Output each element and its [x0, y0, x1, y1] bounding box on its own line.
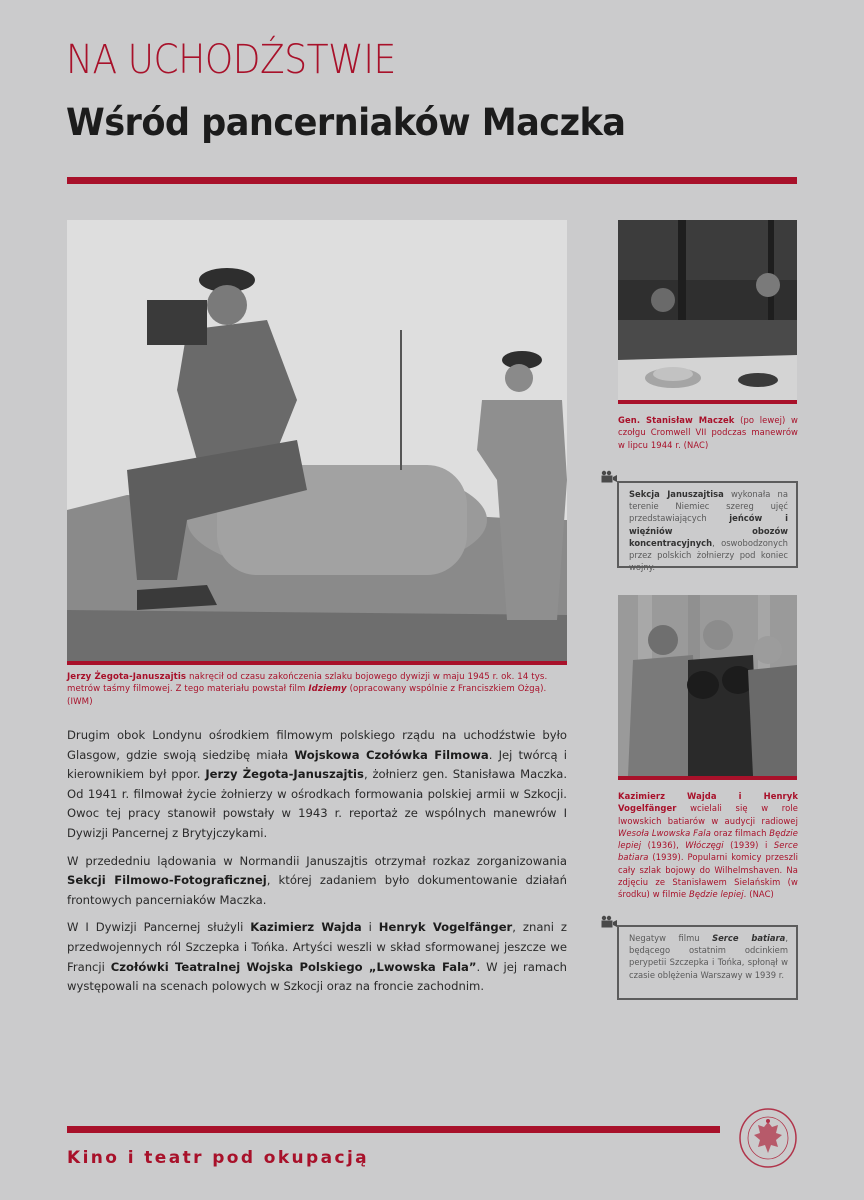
side-photo-actors [618, 595, 797, 776]
italic-title: Będzie lepiej [689, 889, 744, 900]
bold-text: Henryk Vogelfänger [378, 920, 513, 935]
italic-title: Wesoła Lwowska Fala [618, 827, 711, 838]
text: wcielali się w role lwowskich batiarów w audycji radiowej [618, 803, 798, 826]
bold-italic-title: Serce batiara [712, 933, 786, 943]
caption-text: nakręcił od czasu zakończenia szlaku bojowego dywizji w maju 1945 r. ok. 14 tys. metrów taśmy filmowej. Z tego materiału powstał film [67, 672, 548, 695]
italic-title: Włóczęgi [685, 840, 724, 851]
text: . Jej twórcą i kierownikiem był ppor. [67, 747, 567, 782]
caption-text: (po lewej) w czołgu Cromwell VII podczas manewrów w lipcu 1944 r. (NAC) [618, 415, 798, 450]
bold-text: Czołówki Teatralnej Wojska Polskiego „Lwowska Fala” [110, 959, 477, 974]
text: (1939). Popularni komicy przeszli cały szlak bojowy do Wilhelmshaven. Na zdjęciu ze Stanisławem Sielańskim (w środku) w filmie [618, 852, 798, 900]
side-photo-2-caption [618, 790, 798, 901]
italic-title: Serce batiara [618, 840, 798, 863]
text: , oswobodzonych przez polskich żołnierzy pod koniec wojny. [629, 537, 788, 573]
caption-person: Kazimierz Wajda i Henryk Vogelfänger [618, 791, 798, 814]
bold-text: Sekcji Filmowo-Fotograficznej [67, 873, 267, 888]
film-camera-icon [600, 914, 618, 928]
main-photo [67, 220, 567, 663]
text: W I Dywizji Pancernej służyli [67, 920, 251, 935]
text: . W jej ramach występowali na scenach polowych w Szkocji oraz na froncie zachodnim. [67, 959, 568, 994]
footer-divider [67, 1126, 720, 1133]
bold-text: Jerzy Żegota-Januszajtis [205, 767, 364, 782]
note-box-januszajtis [617, 481, 798, 573]
main-photo-illustration [67, 220, 567, 663]
text: (1936), [641, 840, 686, 851]
text: Drugim obok Londynu ośrodkiem filmowym polskiego rządu na uchodźstwie było Glasgow, gdzie swoją siedzibę miała [67, 728, 567, 762]
series-title: Kino i teatr pod okupacją [67, 1148, 370, 1168]
side-photo-illustration [618, 220, 797, 401]
main-photo-accent-bar [67, 661, 567, 665]
paragraph [67, 918, 567, 996]
bold-text: jeńców i więźniów obozów koncentracyjnych [629, 513, 788, 548]
film-camera-icon [600, 469, 618, 483]
paragraph [67, 726, 567, 844]
text: i [361, 920, 379, 935]
ipn-seal-icon [738, 1107, 798, 1169]
section-kicker: NA UCHODŹSTWIE [66, 37, 396, 83]
bold-text: Wojskowa Czołówka Filmowa [294, 747, 489, 762]
caption-text: (opracowany wspólnie z Franciszkiem Ożgą). (IWM) [67, 684, 547, 707]
text: , będącego ostatnim odcinkiem perypetii Szczepka i Tońka, spłonął w czasie oblężenia Warszawy w 1939 r. [629, 933, 788, 980]
text: , której zadaniem było dokumentowanie działań frontowych pancerniaków Maczka. [67, 873, 568, 907]
paragraph [67, 852, 567, 911]
side-photo-2-accent-bar [618, 776, 797, 780]
text: , znani z przedwojennych ról Szczepka i Tońka. Artyści weszli w skład sformowanej jeszcze we Francji [67, 920, 567, 974]
caption-film-title: Idziemy [308, 684, 347, 695]
italic-title: Będzie lepiej [618, 827, 798, 851]
text: Negatyw filmu [629, 933, 713, 943]
side-photo-1-caption [618, 414, 798, 451]
text: wykonała na terenie Niemiec szereg ujęć przedstawiających [629, 489, 788, 524]
text: (1939) i [723, 840, 774, 851]
note-box-serce-batiara [617, 925, 798, 1000]
side-photo-1-accent-bar [618, 400, 797, 404]
side-photo-illustration [618, 595, 797, 776]
text: , żołnierz gen. Stanisława Maczka. Od 1941 r. filmował życie żołnierzy w ośrodkach formowania polskiej armii w Szkocji. Owoc tej pracy stanowił powstały w 1943 r. reportaż ze wspólnych manewrów I Dywizji Pancernej z Brytyjczykami. [67, 767, 567, 840]
caption-person: Gen. Stanisław Maczek [618, 415, 735, 425]
caption-person: Jerzy Żegota-Januszajtis [67, 672, 187, 682]
text: W przededniu lądowania w Normandii Januszajtis otrzymał rozkaz zorganizowania [67, 853, 567, 868]
bold-text: Kazimierz Wajda [250, 920, 362, 935]
page-title: Wśród pancerniaków Maczka [66, 101, 626, 144]
header-divider [67, 177, 797, 184]
main-photo-caption [67, 671, 567, 708]
text: oraz filmach [710, 827, 770, 838]
article-body [67, 726, 567, 1005]
text: . (NAC) [743, 889, 774, 900]
side-photo-maczek [618, 220, 797, 401]
bold-text: Sekcja Januszajtisa [629, 489, 724, 499]
